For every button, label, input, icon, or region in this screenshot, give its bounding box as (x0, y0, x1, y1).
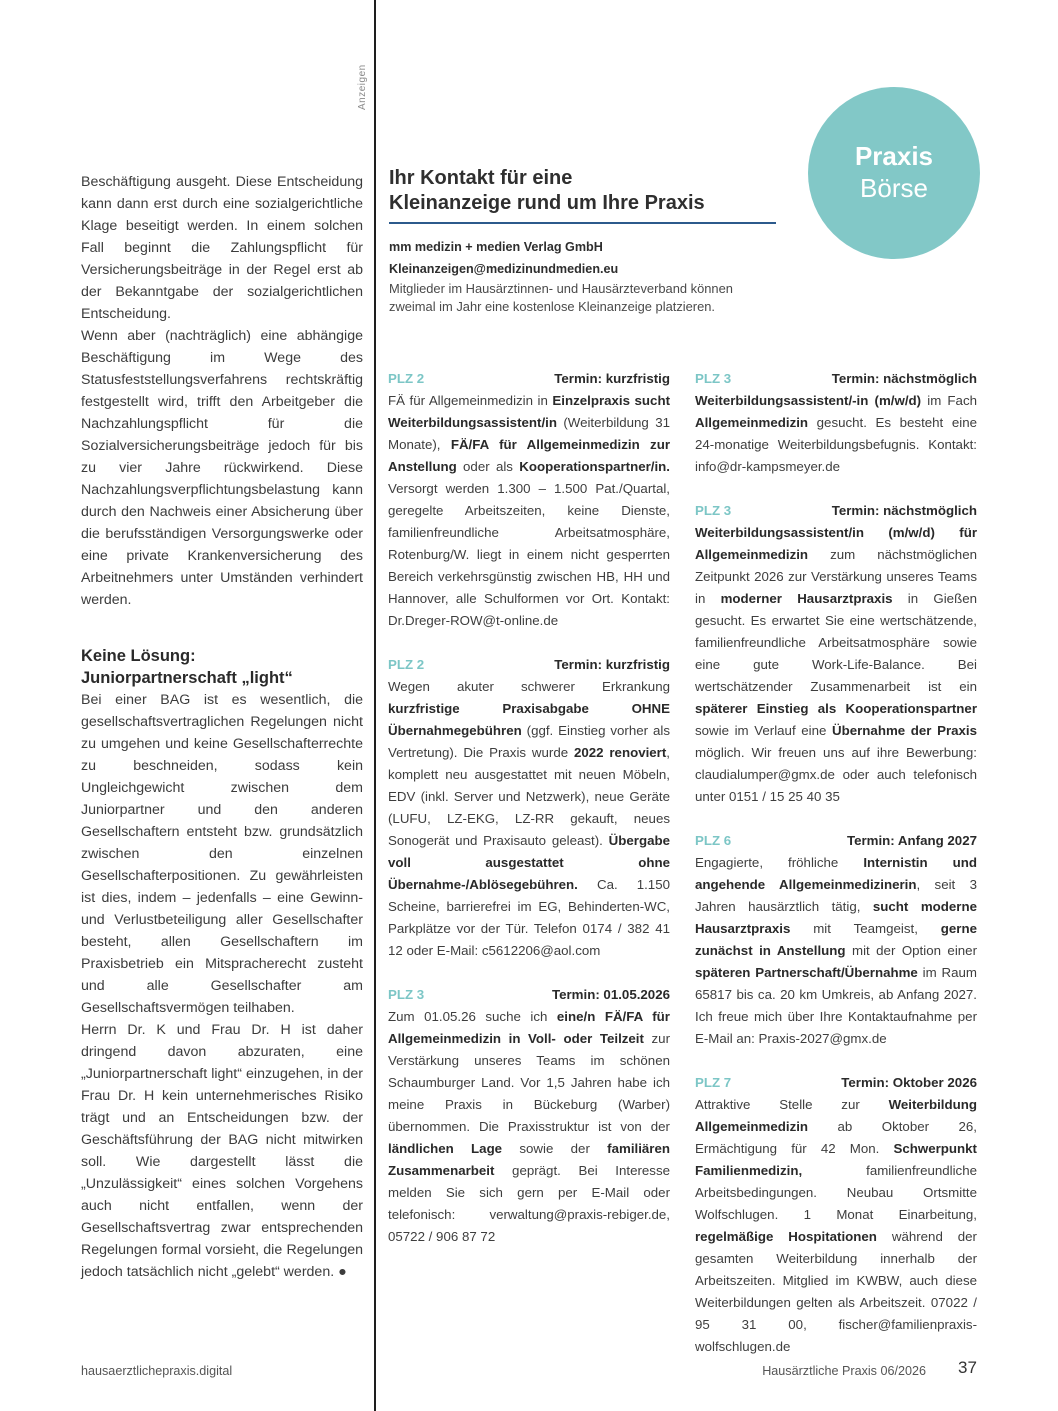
ad-body (695, 852, 977, 1050)
ad-text: (Weiterbildung 31 Monate), (388, 415, 670, 452)
ad-text-bold: Weiterbildungsassistent/in (m/w/d) für Allgemeinmedizin (695, 525, 977, 562)
ad-text: im Raum 65817 bis ca. 20 km Umkreis, ab Anfang 2027. Ich freue mich über Ihre Kontaktaufnahme per E-Mail an: Praxis-2027@gmx.de (695, 965, 977, 1046)
page-number: 37 (958, 1358, 977, 1377)
ad-text: Engagierte, fröhliche (695, 855, 864, 870)
ad-text-bold: moderner Hausarztpraxis (720, 591, 893, 606)
ad-text: im Fach (921, 393, 977, 408)
contact-title-line1: Ihr Kontakt für eine (389, 167, 573, 189)
badge-line1: Praxis (854, 141, 934, 171)
classified-ad (388, 654, 670, 962)
article-paragraph: Beschäftigung ausgeht. Diese Entscheidung kann dann erst durch eine sozialgerichtliche Klage beseitigt werden. In einem solchen Fall beginnt die Zahlungspflicht für Versicherungsbeiträge in der Regel erst ab der Bekanntgabe der sozialgerichtlichen Entscheidung. (81, 174, 363, 322)
column-divider (374, 0, 376, 1411)
ad-text: Versorgt werden 1.300 – 1.500 Pat./Quartal, geregelte Arbeitszeiten, keine Dienste, familienfreundliche Arbeitsatmosphäre, Rotenburg/W. liegt in einem nicht gesperrten Bereich verkehrsgünstig zwischen HB, HH und Hannover, alle Schulformen vor Ort. Kontakt: Dr.Dreger-ROW@t-online.de (388, 481, 670, 628)
ad-text-bold: kurzfristige Praxisabgabe OHNE Übernahmegebühren (388, 701, 670, 738)
ad-text-bold: regelmäßige Hospitationen (695, 1229, 877, 1244)
badge-line2: Börse (860, 173, 928, 203)
ad-text-bold: Übernahme der Praxis (832, 723, 978, 738)
ad-body (388, 676, 670, 962)
classified-ad (388, 368, 670, 632)
ad-text: sowie im Verlauf eine (695, 723, 833, 738)
ad-text: Attraktive Stelle zur (695, 1097, 889, 1112)
ad-text: FÄ für Allgemeinmedizin in (388, 393, 553, 408)
ad-termin: Termin: nächstmöglich (831, 503, 977, 518)
ad-text-bold: Übergabe voll ausgestattet ohne Übernahme-/Ablösegebühren. (388, 833, 670, 892)
article-paragraph: Bei einer BAG ist es wesentlich, die gesellschaftsvertraglichen Regelungen nicht zu umgehen und keine Gesellschafterrechte zu beschneiden, sodass kein Ungleichgewicht zwischen dem Juniorpartner und den anderen Gesellschaftern entsteht bzw. grundsätzlich zwischen den einzelnen Gesellschafterpositionen. Zu gewährleisten ist dies, indem – jedenfalls – eine Gewinn- und Verlustbeteiligung aller Gesellschafter besteht, allen Gesellschaftern im Praxisbetrieb ein Mitspracherecht zusteht und alle Gesellschafter am Gesellschaftsvermögen teilhaben. (81, 692, 363, 1016)
ad-text: in Gießen gesucht. Es erwartet Sie eine wertschätzende, familienfreundliche Arbeitsatmosphäre sowie eine gute Work-Life-Balance. Bei wertschätzender Zusammenarbeit ist ein (695, 591, 977, 694)
ad-text-bold: Einzelpraxis sucht Weiterbildungsassistent/in (388, 393, 671, 430)
contact-title-line2: Kleinanzeige rund um Ihre Praxis (389, 192, 705, 214)
ad-plz: PLZ 3 (388, 987, 425, 1002)
ad-body (695, 390, 977, 478)
ad-termin: Termin: kurzfristig (554, 657, 670, 672)
article-column (81, 171, 363, 1283)
ad-plz: PLZ 7 (695, 1075, 732, 1090)
ad-text: , seit 3 Jahren hausärztlich tätig, (695, 877, 978, 914)
ad-body (695, 1094, 977, 1358)
ad-termin: Termin: nächstmöglich (831, 371, 977, 386)
title-underline (389, 222, 776, 224)
ad-header (388, 984, 670, 1006)
ad-text-bold: sucht moderne Hausarztpraxis (695, 899, 977, 936)
praxis-boerse-badge (808, 87, 980, 259)
ad-text: geprägt. Bei Interesse melden Sie sich gern per E-Mail oder telefonisch: verwaltung@praxis-rebiger.de, 05722 / 906 87 72 (388, 1163, 670, 1244)
member-note: Mitglieder im Hausärztinnen- und Hausärzteverband können zweimal im Jahr eine kostenlose Kleinanzeige platzieren. (389, 281, 733, 314)
ad-termin: Termin: 01.05.2026 (551, 987, 670, 1002)
ad-text: (ggf. Einstieg vorher als Vertretung). Die Praxis wurde (388, 723, 670, 760)
ad-text-bold: späteren Partnerschaft/Übernahme (695, 965, 918, 980)
ad-text-bold: Weiterbildung Allgemeinmedizin (695, 1097, 977, 1134)
ad-text: zum nächstmöglichen Zeitpunkt 2026 zur Verstärkung unseres Teams in (695, 547, 977, 606)
ad-text: ab Oktober 26, Ermächtigung für 42 Mon. (695, 1119, 977, 1156)
ad-plz: PLZ 6 (695, 833, 732, 848)
ad-text: mit Teamgeist, (790, 921, 941, 936)
publisher-name: mm medizin + medien Verlag GmbH (389, 240, 603, 254)
ad-plz: PLZ 2 (388, 657, 425, 672)
classified-ad (695, 830, 977, 1050)
ad-body (695, 522, 977, 808)
ad-header (388, 654, 670, 676)
ad-text-bold: FÄ/FA für Allgemeinmedizin zur Anstellung (388, 437, 670, 474)
classified-ad (695, 368, 977, 478)
ad-text: zur Verstärkung unseres Teams im schönen Schaumburger Land. Vor 1,5 Jahren habe ich meine Praxis in Bückeburg (Warber) übernommen. Die Praxisstruktur ist von der (388, 1031, 670, 1134)
ads-column-1 (388, 368, 670, 1270)
ad-header (388, 368, 670, 390)
ad-text-bold: Weiterbildungsassistent/-in (m/w/d) (695, 393, 922, 408)
article-paragraph: Herrn Dr. K und Frau Dr. H ist daher dringend davon abzuraten, eine „Juniorpartnerschaft light“ einzugehen, in der Frau Dr. H kein unternehmerisches Risiko trägt und an Entscheidungen bzw. der Geschäftsführung der BAG nicht mitwirken soll. Wie dargestellt lässt die „Unzulässigkeit“ eines solchen Vorgehens auch nicht entfallen, wenn der Gesellschaftsvertrag zwar entsprechenden Regelungen formal vorsieht, die Regelungen jedoch tatsächlich nicht „gelebt“ werden. ● (81, 1022, 363, 1280)
ad-text: möglich. Wir freuen uns auf ihre Bewerbung: claudialumper@gmx.de oder auch telefonisch unter 0151 / 15 25 40 35 (695, 745, 977, 804)
ad-text: Ca. 1.150 Scheine, barrierefrei im EG, Behinderten-WC, Parkplätze vor der Tür. Telefon 0174 / 382 41 12 oder E-Mail: c5612206@aol.com (388, 877, 670, 958)
classified-ad (388, 984, 670, 1248)
ad-text-bold: Internistin und angehende Allgemeinmedizinerin (695, 855, 977, 892)
ad-body (388, 1006, 670, 1248)
ad-termin: Termin: kurzfristig (554, 371, 670, 386)
ad-text-bold: ländlichen Lage (388, 1141, 503, 1156)
ad-plz: PLZ 2 (388, 371, 425, 386)
ad-text-bold: Allgemeinmedizin (695, 415, 809, 430)
ad-text-bold: späterer Einstieg als Kooperationspartner (695, 701, 977, 716)
footer-issue: Hausärztliche Praxis 06/2026 (762, 1364, 926, 1378)
ad-text: familienfreundliche Arbeitsbedingungen. Neubau Ortsmitte Wolfschlugen. 1 Monat Einarbeitung, (695, 1163, 977, 1222)
ad-header (695, 830, 977, 852)
ad-termin: Termin: Oktober 2026 (841, 1075, 977, 1090)
article-paragraph: Wenn aber (nachträglich) eine abhängige Beschäftigung im Wege des Statusfeststellungsverfahrens rechtskräftig festgestellt wird, trifft den Arbeitgeber die Nachzahlungspflicht für die Sozialversicherungsbeiträge jedoch für bis zu vier Jahre rückwirkend. Diese Nachzahlungsverpflichtungsbelastung kann durch den Nachweis einer Absicherung über die berufsständigen Versorgungswerke oder eine private Krankenversicherung des Arbeitnehmers unter Umständen verhindert werden. (81, 328, 363, 608)
footer-website: hausaerztlichepraxis.digital (81, 1364, 233, 1378)
contact-email-link[interactable]: Kleinanzeigen@medizinundmedien.eu (389, 262, 619, 276)
classified-ad (695, 500, 977, 808)
subheading-line1: Keine Lösung: (81, 647, 196, 665)
ads-column-2 (695, 368, 977, 1380)
ad-text: Zum 01.05.26 suche ich (388, 1009, 557, 1024)
ad-text: oder als (456, 459, 520, 474)
ad-header (695, 368, 977, 390)
ad-text-bold: 2022 renoviert (573, 745, 667, 760)
ad-body (388, 390, 670, 632)
ad-header (695, 500, 977, 522)
ad-plz: PLZ 3 (695, 371, 732, 386)
classified-ad (695, 1072, 977, 1358)
contact-title (389, 166, 777, 216)
subheading-line2: Juniorpartnerschaft „light“ (81, 669, 293, 687)
ad-text: Wegen akuter schwerer Erkrankung (388, 679, 670, 694)
ad-header (695, 1072, 977, 1094)
article-subheading (81, 645, 363, 689)
ad-text: mit der Option einer (845, 943, 978, 958)
ad-text-bold: Kooperationspartner/in. (519, 459, 670, 474)
section-label-anzeigen: Anzeigen (357, 64, 368, 110)
ad-text: sowie der (502, 1141, 608, 1156)
ad-termin: Termin: Anfang 2027 (846, 833, 977, 848)
ad-text: während der gesamten Weiterbildung innerhalb der Arbeitszeiten. Mitglied im KWBW, auch diese Weiterbildungen gelten als Arbeitszeit. 07022 / 95 31 00, fischer@familienpraxis-wolfschlugen.de (695, 1229, 977, 1354)
ad-text-bold: gerne zunächst in Anstellung (695, 921, 977, 958)
ad-text: , komplett neu ausgestattet mit neuen Möbeln, EDV (inkl. Server und Netzwerk), neue Geräte (LUFU, LZ-EKG, LZ-RR gekauft, neues Sonogerät und Praxisauto geleast). (388, 745, 670, 848)
ad-plz: PLZ 3 (695, 503, 732, 518)
ad-text-bold: eine/n FÄ/FA für Allgemeinmedizin in Voll- oder Teilzeit (388, 1009, 670, 1046)
contact-box (389, 166, 777, 316)
ad-text-bold: Schwerpunkt Familienmedizin, (695, 1141, 977, 1178)
ad-text-bold: familiären Zusammenarbeit (388, 1141, 670, 1178)
ad-text: gesucht. Es besteht eine 24-monatige Weiterbildungsbefugnis. Kontakt: info@dr-kampsmeyer.de (695, 415, 977, 474)
